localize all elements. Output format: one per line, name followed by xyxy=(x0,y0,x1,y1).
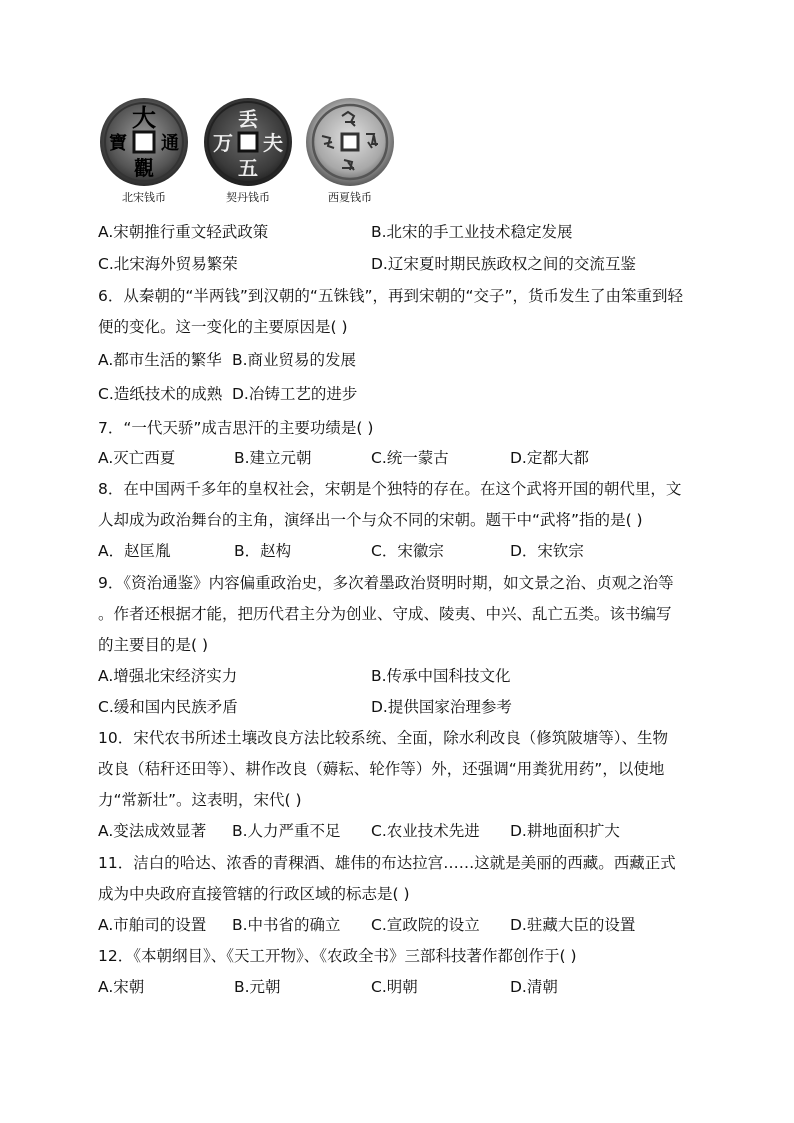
q10-option-b[interactable]: B.人力严重不足 xyxy=(232,822,341,840)
coin-char: 丢 xyxy=(238,107,258,131)
q7-option-d[interactable]: D.定都大都 xyxy=(510,449,589,467)
q9-option-a[interactable]: A.增强北宋经济实力 xyxy=(98,667,238,685)
q6-option-d[interactable]: D.冶铸工艺的进步 xyxy=(232,385,358,403)
q10-stem-line: 改良（秸秆还田等）、耕作改良（薅耘、轮作等）外，还强调“用粪犹用药”，以使地 xyxy=(98,760,665,778)
q12-option-d[interactable]: D.清朝 xyxy=(510,978,558,996)
coin-khitan xyxy=(202,96,294,205)
q6-stem-line: 6．从秦朝的“半两钱”到汉朝的“五铢钱”，再到宋朝的“交子”，货币发生了由笨重到轻 xyxy=(98,287,684,305)
q10-stem-line: 力“常新壮”。这表明，宋代( ) xyxy=(98,791,302,809)
q8-option-b[interactable]: B．赵构 xyxy=(234,542,292,560)
q9-stem-line: 的主要目的是( ) xyxy=(98,636,209,654)
q7-option-a[interactable]: A.灭亡西夏 xyxy=(98,449,176,467)
q8-stem-line: 8．在中国两千多年的皇权社会，宋朝是个独特的存在。在这个武将开国的朝代里，文 xyxy=(98,480,682,498)
q8-option-c[interactable]: C．宋徽宗 xyxy=(371,542,444,560)
q11-stem-line: 成为中央政府直接管辖的行政区域的标志是( ) xyxy=(98,885,410,903)
coin-char: 寶 xyxy=(109,133,127,154)
q6-option-a[interactable]: A.都市生活的繁华 xyxy=(98,351,222,369)
q12-option-c[interactable]: C.明朝 xyxy=(371,978,418,996)
q8-stem-line: 人却成为政治舞台的主角，演绎出一个与众不同的宋朝。题干中“武将”指的是( ) xyxy=(98,511,643,529)
q11-option-a[interactable]: A.市舶司的设置 xyxy=(98,916,207,934)
coin-char: 五 xyxy=(238,156,258,180)
coin-northern-song xyxy=(98,96,190,205)
q11-stem-line: 11．洁白的哈达、浓香的青稞酒、雄伟的布达拉宫……这就是美丽的西藏。西藏正式 xyxy=(98,854,676,872)
q5-option-d[interactable]: D.辽宋夏时期民族政权之间的交流互鉴 xyxy=(371,255,636,273)
coin-image xyxy=(98,96,190,188)
q9-option-c[interactable]: C.缓和国内民族矛盾 xyxy=(98,698,238,716)
q5-option-c[interactable]: C.北宋海外贸易繁荣 xyxy=(98,255,238,273)
coin-char: 大 xyxy=(132,103,156,132)
q10-stem-line: 10．宋代农书所述土壤改良方法比较系统、全面，除水利改良（修筑陂塘等）、生物 xyxy=(98,729,668,747)
coin-figure xyxy=(98,96,418,211)
q6-option-c[interactable]: C.造纸技术的成熟 xyxy=(98,385,223,403)
q12-option-b[interactable]: B.元朝 xyxy=(234,978,281,996)
coin-char: 万 xyxy=(213,131,233,155)
coin-western-xia xyxy=(304,96,396,205)
q10-option-c[interactable]: C.农业技术先进 xyxy=(371,822,480,840)
coin-image xyxy=(202,96,294,188)
q12-option-a[interactable]: A.宋朝 xyxy=(98,978,145,996)
q8-option-a[interactable]: A．赵匡胤 xyxy=(98,542,171,560)
q9-stem-line: 9．《资治通鉴》内容偏重政治史，多次着墨政治贤明时期，如文景之治、贞观之治等 xyxy=(98,574,674,592)
q10-option-a[interactable]: A.变法成效显著 xyxy=(98,822,207,840)
q6-stem-line: 便的变化。这一变化的主要原因是( ) xyxy=(98,318,348,336)
q11-option-b[interactable]: B.中书省的确立 xyxy=(232,916,341,934)
q6-option-b[interactable]: B.商业贸易的发展 xyxy=(232,351,357,369)
q11-option-d[interactable]: D.驻藏大臣的设置 xyxy=(510,916,636,934)
q7-option-b[interactable]: B.建立元朝 xyxy=(234,449,312,467)
coin-caption: 西夏钱币 xyxy=(328,191,372,204)
coin-caption: 契丹钱币 xyxy=(226,191,270,204)
coin-caption: 北宋钱币 xyxy=(122,191,166,204)
q11-option-c[interactable]: C.宣政院的设立 xyxy=(371,916,480,934)
q8-option-d[interactable]: D．宋钦宗 xyxy=(510,542,584,560)
q12-stem: 12．《本朝纲目》、《天工开物》、《农政全书》三部科技著作都创作于( ) xyxy=(98,947,577,965)
coin-char: 觀 xyxy=(134,156,154,180)
coin-image xyxy=(304,96,396,188)
q5-option-b[interactable]: B.北宋的手工业技术稳定发展 xyxy=(371,223,573,241)
q9-option-b[interactable]: B.传承中国科技文化 xyxy=(371,667,511,685)
q7-stem: 7．“一代天骄”成吉思汗的主要功绩是( ) xyxy=(98,419,374,437)
q9-stem-line: 。作者还根据才能，把历代君主分为创业、守成、陵夷、中兴、乱亡五类。该书编写 xyxy=(98,605,672,623)
q7-option-c[interactable]: C.统一蒙古 xyxy=(371,449,449,467)
coin-char: 通 xyxy=(161,133,179,154)
q10-option-d[interactable]: D.耕地面积扩大 xyxy=(510,822,620,840)
q5-option-a[interactable]: A.宋朝推行重文轻武政策 xyxy=(98,223,269,241)
coin-char: 夫 xyxy=(263,131,283,155)
q9-option-d[interactable]: D.提供国家治理参考 xyxy=(371,698,512,716)
